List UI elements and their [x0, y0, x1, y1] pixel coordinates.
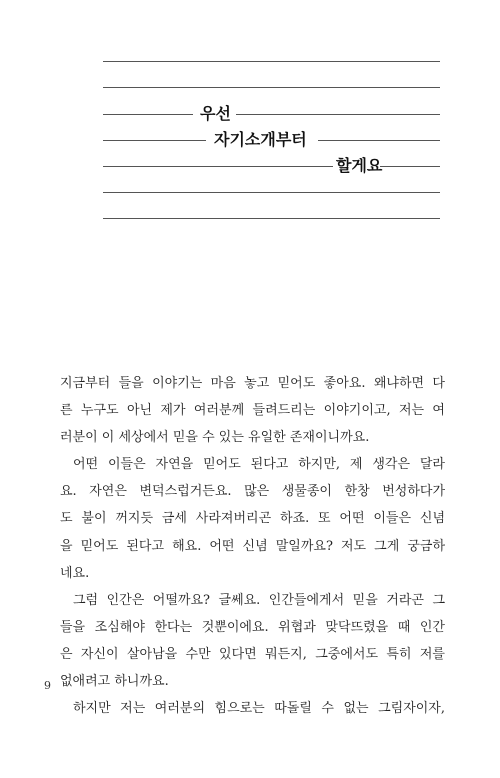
- text-line: 없애려고 하니까요.: [60, 674, 169, 690]
- rule-7: [103, 166, 333, 167]
- text-line: 요. 자연은 변덕스럽거든요. 많은 생물종이 한창 번성하다가: [60, 484, 445, 500]
- rule-8: [380, 166, 440, 167]
- rule-1: [103, 61, 440, 62]
- text-line: 하지만 저는 여러분의 힘으로는 따돌릴 수 없는 그림자이자,: [73, 701, 445, 717]
- paragraph-4: [60, 695, 445, 722]
- text-line: 지금부터 들을 이야기는 마음 놓고 믿어도 좋아요. 왜냐하면 다: [60, 376, 445, 391]
- rule-9: [103, 192, 440, 193]
- text-line: 어떤 이들은 자연을 믿어도 된다고 하지만, 제 생각은 달라: [73, 457, 445, 473]
- rule-2: [103, 87, 440, 88]
- rule-3: [103, 114, 193, 115]
- rule-4: [236, 114, 440, 115]
- text-line: 은 자신이 살아남을 수만 있다면 뭐든지, 그중에서도 특히 저를: [60, 646, 445, 662]
- text-line: 네요.: [60, 565, 90, 581]
- text-line: 그럼 인간은 어떨까요? 글쎄요. 인간들에게서 믿을 거라곤 그: [73, 592, 445, 608]
- paragraph-3: [60, 587, 445, 695]
- rule-5: [103, 140, 206, 141]
- text-line: 도 불이 꺼지듯 금세 사라져버리곤 하죠. 또 어떤 이들은 신념: [60, 511, 445, 527]
- rule-6: [318, 140, 440, 141]
- chapter-title-line-2: 자기소개부터: [214, 130, 307, 149]
- chapter-title-line-1: 우선: [200, 104, 231, 123]
- text-line: 을 믿어도 된다고 해요. 어떤 신념 말일까요? 저도 그게 궁금하: [60, 538, 445, 554]
- paragraph-2: [60, 451, 445, 586]
- page-number: 6: [44, 678, 51, 691]
- chapter-title-line-3: 할게요: [336, 156, 383, 175]
- text-line: 른 누구도 아닌 제가 여러분께 들려드리는 이야기이고, 저는 여: [60, 403, 445, 419]
- paragraph-1: [60, 370, 445, 451]
- body-text: [60, 370, 445, 722]
- text-line: 러분이 이 세상에서 믿을 수 있는 유일한 존재이니까요.: [60, 430, 370, 446]
- rule-10: [103, 218, 440, 219]
- text-line: 들을 조심해야 한다는 것뿐이에요. 위협과 맞닥뜨렸을 때 인간: [60, 619, 445, 635]
